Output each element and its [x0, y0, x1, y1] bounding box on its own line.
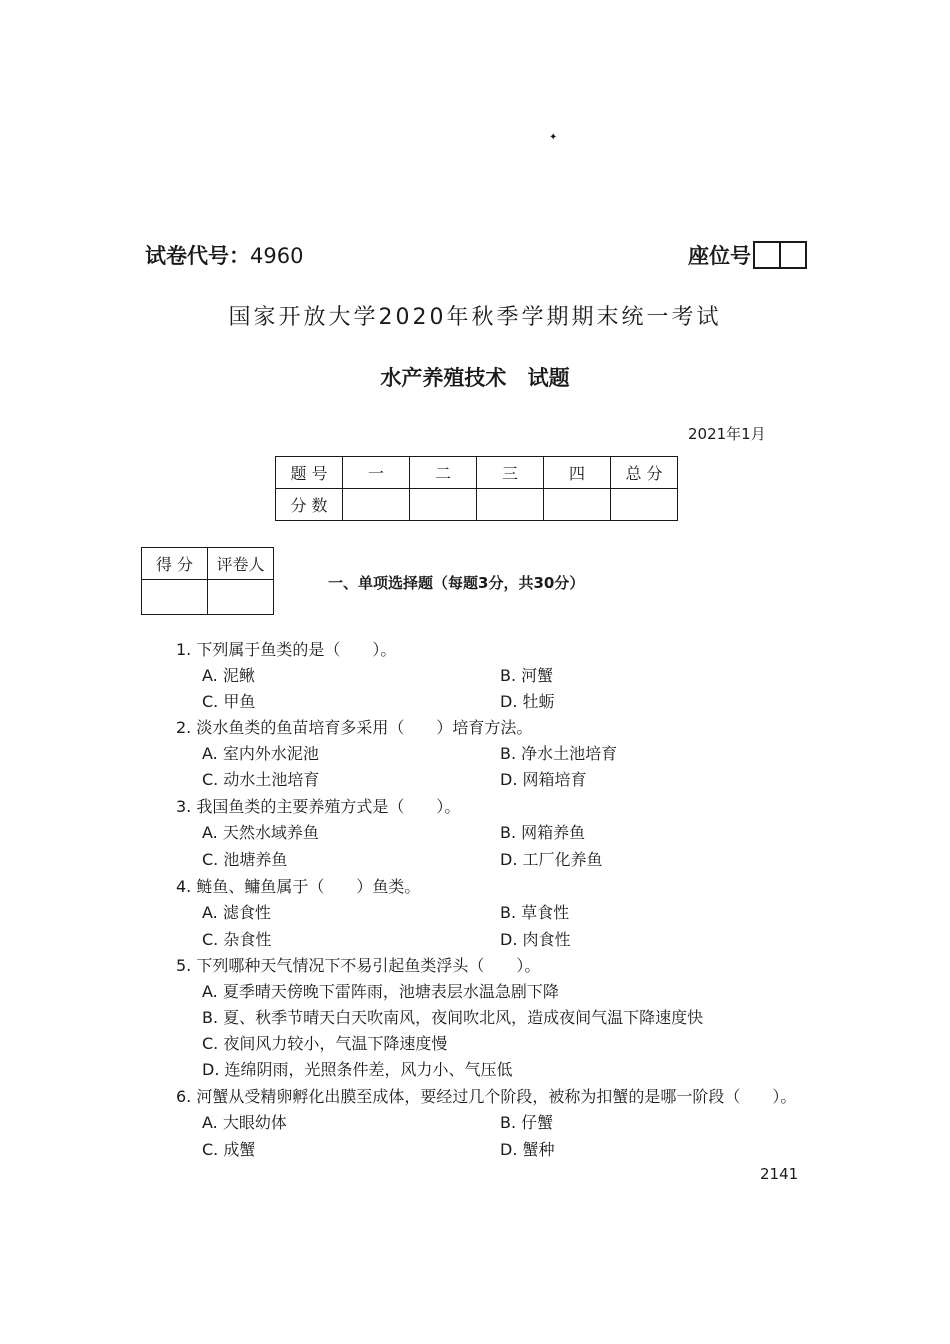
option: D. 网箱培育 — [500, 770, 587, 789]
option: B. 净水土池培育 — [500, 744, 618, 763]
option: D. 肉食性 — [500, 930, 571, 949]
score-cell[interactable] — [611, 489, 678, 521]
score-cell[interactable] — [477, 489, 544, 521]
seat-number — [688, 240, 807, 270]
option: C. 动水土池培育 — [202, 770, 320, 789]
score-cell[interactable] — [410, 489, 477, 521]
exam-date: 2021年1月 — [688, 425, 766, 443]
option: C. 夜间风力较小，气温下降速度慢 — [202, 1034, 448, 1053]
section-title: 一、单项选择题（每题3分，共30分） — [328, 574, 585, 592]
score-header-cell: 二 — [410, 457, 477, 489]
grader-header-cell: 评卷人 — [208, 548, 274, 580]
option: D. 连绵阴雨，光照条件差，风力小、气压低 — [202, 1060, 513, 1079]
option: D. 蟹种 — [500, 1140, 555, 1159]
grader-cell[interactable] — [142, 580, 208, 615]
option: B. 夏、秋季节晴天白天吹南风，夜间吹北风，造成夜间气温下降速度快 — [202, 1008, 704, 1027]
grader-cell[interactable] — [208, 580, 274, 615]
question-stem: 6. 河蟹从受精卵孵化出膜至成体，要经过几个阶段，被称为扣蟹的是哪一阶段（ ）。 — [176, 1087, 797, 1106]
score-header-cell: 总 分 — [611, 457, 678, 489]
option: C. 池塘养鱼 — [202, 850, 288, 869]
score-header-cell: 三 — [477, 457, 544, 489]
question-stem: 3. 我国鱼类的主要养殖方式是（ ）。 — [176, 797, 461, 816]
question-stem: 4. 鲢鱼、鳙鱼属于（ ）鱼类。 — [176, 877, 421, 896]
score-header-cell: 一 — [343, 457, 410, 489]
option: A. 滤食性 — [202, 903, 271, 922]
score-table — [275, 456, 678, 521]
option: D. 工厂化养鱼 — [500, 850, 603, 869]
option: A. 泥鳅 — [202, 666, 255, 685]
option: C. 甲鱼 — [202, 692, 256, 711]
question-stem: 5. 下列哪种天气情况下不易引起鱼类浮头（ ）。 — [176, 956, 541, 975]
option: A. 大眼幼体 — [202, 1113, 287, 1132]
score-header-cell: 四 — [544, 457, 611, 489]
option: A. 天然水域养鱼 — [202, 823, 319, 842]
option: A. 夏季晴天傍晚下雷阵雨，池塘表层水温急剧下降 — [202, 982, 559, 1001]
score-cell[interactable] — [343, 489, 410, 521]
option: B. 网箱养鱼 — [500, 823, 586, 842]
option: C. 成蟹 — [202, 1140, 256, 1159]
option: B. 仔蟹 — [500, 1113, 554, 1132]
question-stem: 2. 淡水鱼类的鱼苗培育多采用（ ）培育方法。 — [176, 718, 533, 737]
seat-boxes[interactable] — [753, 241, 807, 269]
seat-label: 座位号 — [688, 244, 751, 268]
option: C. 杂食性 — [202, 930, 272, 949]
paper-code-value: 4960 — [250, 244, 304, 268]
page-number: 2141 — [760, 1165, 799, 1183]
score-cell[interactable] — [544, 489, 611, 521]
option: B. 草食性 — [500, 903, 570, 922]
option: B. 河蟹 — [500, 666, 554, 685]
scan-mark: ✦ — [549, 132, 558, 143]
paper-code-label: 试卷代号： — [145, 244, 250, 268]
subject-title: 水产养殖技术 试题 — [380, 366, 570, 390]
question-stem: 1. 下列属于鱼类的是（ ）。 — [176, 640, 397, 659]
paper-code — [145, 240, 303, 270]
score-header-cell: 题 号 — [276, 457, 343, 489]
option: D. 牡蛎 — [500, 692, 555, 711]
exam-title: 国家开放大学2020年秋季学期期末统一考试 — [228, 305, 722, 330]
grader-table — [141, 547, 274, 615]
score-row-label: 分 数 — [276, 489, 343, 521]
grader-header-cell: 得 分 — [142, 548, 208, 580]
option: A. 室内外水泥池 — [202, 744, 319, 763]
